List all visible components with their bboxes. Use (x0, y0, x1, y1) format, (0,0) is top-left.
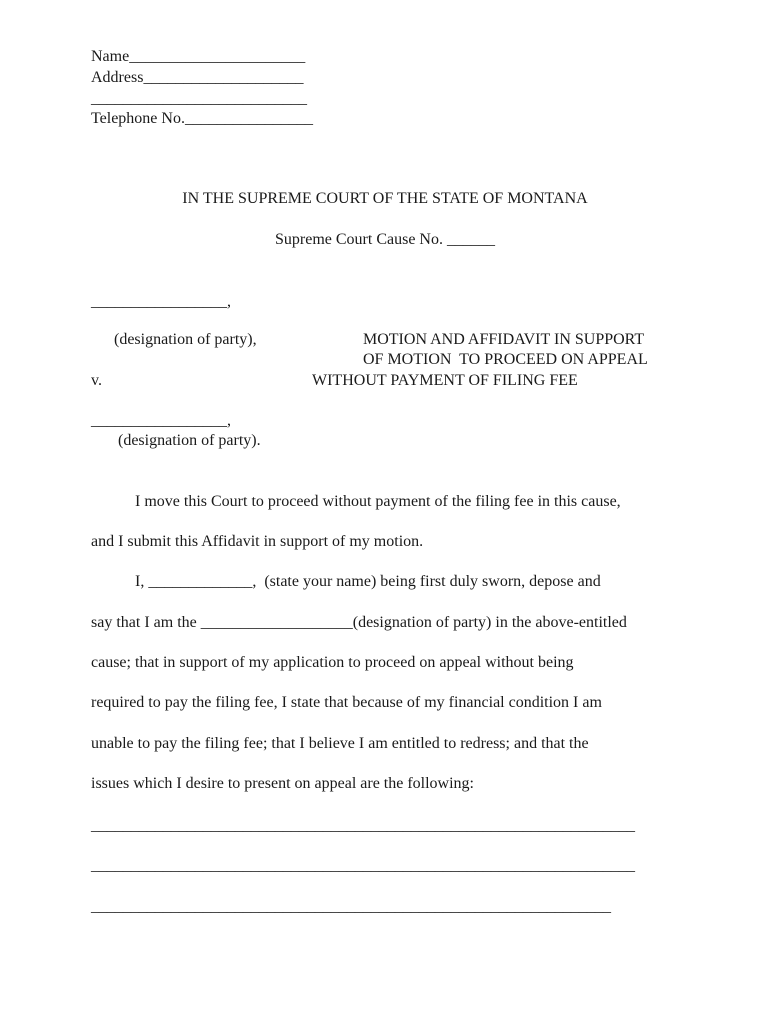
motion-paragraph-line-1: I move this Court to proceed without payment of the filing fee in this cause, (135, 493, 621, 510)
affidavit-paragraph-line-5: unable to pay the filing fee; that I believe I am entitled to redress; and that the (91, 735, 589, 752)
name-field: Name______________________ (91, 48, 306, 65)
party2-designation: (designation of party). (118, 432, 261, 449)
issues-blank-line-2: ____________________________________________________________________ (91, 857, 635, 874)
address-continuation-field: ___________________________ (91, 90, 307, 107)
telephone-field: Telephone No.________________ (91, 110, 313, 127)
party1-blank: _________________, (91, 293, 231, 310)
affidavit-paragraph-line-1: I, _____________, (state your name) being first duly sworn, depose and (135, 573, 601, 590)
motion-paragraph-line-2: and I submit this Affidavit in support of my motion. (91, 533, 424, 550)
motion-title-line-1: MOTION AND AFFIDAVIT IN SUPPORT (363, 331, 645, 348)
motion-title-line-3: WITHOUT PAYMENT OF FILING FEE (312, 372, 578, 389)
issues-blank-line-1: ____________________________________________________________________ (91, 817, 635, 834)
affidavit-paragraph-line-6: issues which I desire to present on appeal are the following: (91, 775, 474, 792)
party2-blank: _________________, (91, 412, 231, 429)
versus-label: v. (91, 372, 102, 389)
party1-designation: (designation of party), (114, 331, 257, 348)
issues-blank-line-3: _________________________________________________________________ (91, 898, 611, 915)
cause-number: Supreme Court Cause No. ______ (275, 231, 495, 248)
motion-title-line-2: OF MOTION TO PROCEED ON APPEAL (363, 351, 648, 368)
affidavit-paragraph-line-3: cause; that in support of my application to proceed on appeal without being (91, 654, 574, 671)
affidavit-paragraph-line-2: say that I am the ___________________(designation of party) in the above-entitled (91, 614, 627, 631)
address-field: Address____________________ (91, 69, 304, 86)
court-title: IN THE SUPREME COURT OF THE STATE OF MONTANA (182, 190, 588, 207)
affidavit-paragraph-line-4: required to pay the filing fee, I state that because of my financial condition I am (91, 694, 602, 711)
